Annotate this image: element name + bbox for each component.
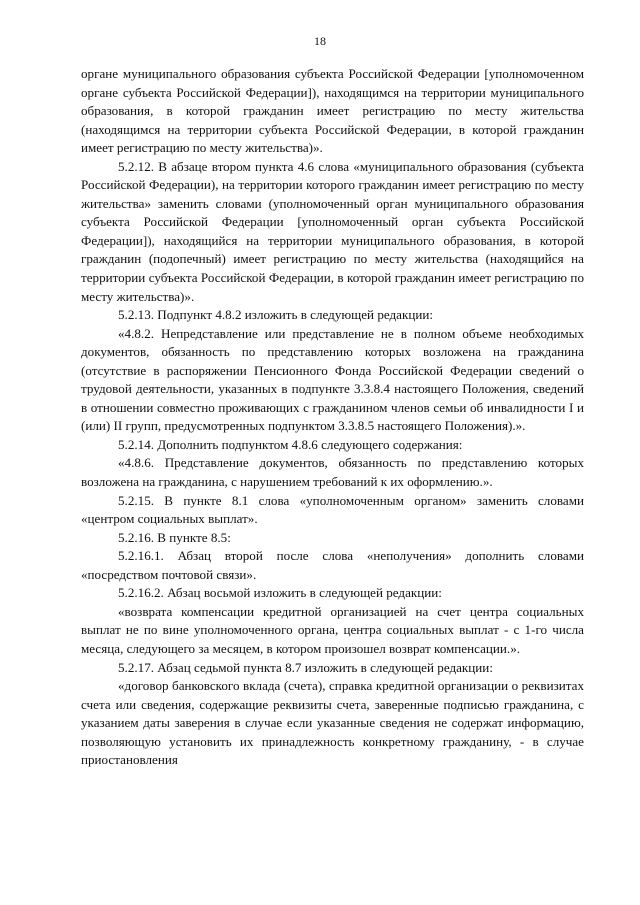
- paragraph: 5.2.14. Дополнить подпунктом 4.8.6 следующего содержания:: [118, 436, 463, 452]
- paragraph: «договор банковского вклада (счета), справка кредитной организации о реквизитах счета или сведения, содержащие реквизиты счета, заверенные подписью гражданина, с указанием даты заверения в случае если указанные сведения не содержат информацию, позволяющую установить их принадлежность конкретному гражданину, - в случае приостановления: [81, 678, 584, 768]
- paragraph: органе муниципального образования субъекта Российской Федерации [уполномоченном органе субъекта Российской Федерации]), находящимся на территории муниципального образования, в которой гражданин имеет регистрацию по месту жительства (находящимся на территории субъекта Российской Федерации, в которой гражданин имеет регистрацию по месту жительства)».: [81, 66, 584, 156]
- paragraph: 5.2.16.1. Абзац второй после слова «неполучения» дополнить словами «посредством почтовой связи».: [81, 548, 584, 582]
- paragraph: 5.2.12. В абзаце втором пункта 4.6 слова «муниципального образования (субъекта Российской Федерации), на территории которого гражданин имеет регистрацию по месту жительства» заменить словами (уполномоченный орган муниципального образования субъекта Российской Федерации [уполномоченный орган субъекта Российской Федерации]), находящийся на территории муниципального образования, в которой гражданин (подопечный) имеет регистрацию по месту жительства (находящийся на территории субъекта Российской Федерации, в которой гражданин имеет регистрацию по месту жительства)».: [81, 158, 584, 304]
- paragraph: 5.2.16. В пункте 8.5:: [118, 529, 231, 545]
- paragraph: «возврата компенсации кредитной организацией на счет центра социальных выплат не по вине уполномоченного органа, центра социальных выплат - с 1-го числа месяца, следующего за месяцем, в котором произошел возврат компенсации.».: [81, 603, 584, 656]
- paragraph: «4.8.2. Непредставление или представление не в полном объеме необходимых документов, обязанность по представлению которых возложена на гражданина (отсутствие в распоряжении Пенсионного Фонда Российской Федерации сведений о трудовой деятельности, указанных в подпункте 3.3.8.4 настоящего Положения, сведений в отношении совместно проживающих с гражданином членов семьи об инвалидности I и (или) II групп, предусмотренных подпунктом 3.3.8.5 настоящего Положения).».: [81, 325, 584, 434]
- paragraph: «4.8.6. Представление документов, обязанность по представлению которых возложена на гражданина, с нарушением требований к их оформлению.».: [81, 455, 584, 490]
- page-number: 18: [314, 34, 326, 48]
- document-body: [81, 65, 584, 770]
- paragraph: 5.2.15. В пункте 8.1 слова «уполномоченным органом» заменить словами «центром социальных выплат».: [81, 492, 584, 527]
- paragraph: 5.2.16.2. Абзац восьмой изложить в следующей редакции:: [118, 585, 442, 601]
- paragraph: 5.2.17. Абзац седьмой пункта 8.7 изложить в следующей редакции:: [118, 659, 493, 675]
- paragraph: 5.2.13. Подпункт 4.8.2 изложить в следующей редакции:: [118, 307, 434, 323]
